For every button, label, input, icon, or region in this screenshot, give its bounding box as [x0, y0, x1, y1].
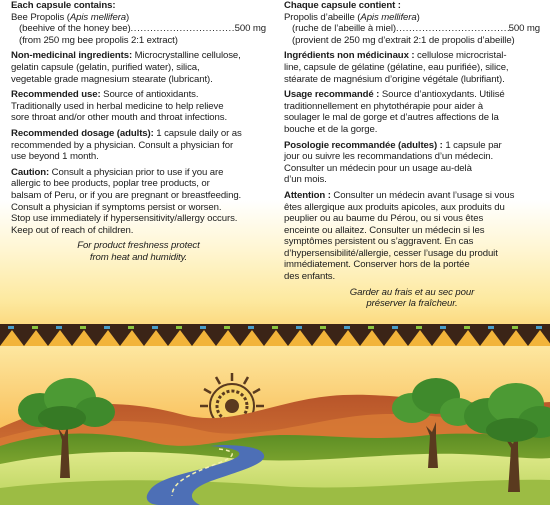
contains-section — [11, 0, 266, 46]
ingredient-line — [284, 12, 540, 24]
caution-text: peuplier ou au baume du Pérou, ou si vous êtes — [284, 213, 484, 225]
english-column — [11, 0, 266, 263]
extract-line: (provient de 250 mg d’extrait 2:1 de propolis d’abeille) — [292, 34, 515, 46]
dosage-text: Consulter un médecin pour un usage au-delà — [284, 162, 472, 174]
use-text: Traditionally used in herbal medicine to help relieve — [11, 100, 224, 112]
ingredient-latin: Apis mellifera — [69, 11, 127, 23]
non-medicinal-section — [284, 50, 540, 85]
use-text: traditionnellement en phytothérapie pour aider à — [284, 100, 483, 112]
dosage-text: jour ou suivre les recommandations d’un médecin. — [284, 151, 494, 163]
non-medicinal-heading: Ingrédients non médicinaux : — [284, 50, 415, 62]
ingredient-close: ) — [126, 11, 130, 23]
non-medicinal-section — [11, 50, 266, 85]
caution-text: Consult a physician prior to use if you are — [49, 166, 224, 178]
ingredient-line — [11, 12, 266, 24]
landscape-illustration — [0, 318, 550, 505]
use-text: Source of antioxidants. — [100, 89, 199, 101]
caution-text: des enfants. — [284, 271, 336, 283]
caution-text: immédiatement. Conserver hors de la portée — [284, 259, 470, 271]
caution-text: allergic to bee products, poplar tree products, or — [11, 178, 210, 190]
non-medicinal-text: line, capsule de gélatine (gélatine, eau purifiée), silice, — [284, 61, 509, 73]
storage-note — [11, 240, 266, 263]
use-text: Source d’antioxydants. Utilisé — [379, 89, 505, 101]
leader-dots — [396, 23, 509, 35]
dosage-section — [284, 140, 540, 186]
storage-note — [284, 287, 540, 310]
caution-text: Stop use immediately if hypersensitivity/allergy occurs. — [11, 213, 238, 225]
extract-line: (from 250 mg bee propolis 2:1 extract) — [19, 34, 178, 46]
dosage-section — [11, 128, 266, 163]
ingredient-source: (ruche de l’abeille à miel) — [292, 23, 396, 35]
caution-text: balsam of Peru, or if you are pregnant or breastfeeding. — [11, 189, 242, 201]
ingredient-latin: Apis mellifera — [360, 11, 417, 23]
non-medicinal-text: cellulose microcristal- — [414, 50, 507, 62]
dosage-heading: Recommended dosage (adults): — [11, 127, 154, 139]
non-medicinal-text: vegetable grade magnesium stearate (lubricant). — [11, 73, 213, 85]
contains-section — [284, 0, 540, 46]
ingredient-name: Propolis d’abeille ( — [284, 11, 361, 23]
use-text: sore throat and/or other mouth and throat infections. — [11, 112, 228, 124]
amount-row — [11, 23, 266, 35]
caution-heading: Caution: — [11, 166, 50, 178]
storage-text: Garder au frais et au sec pour — [349, 286, 475, 298]
ingredient-close: ) — [416, 11, 420, 23]
dosage-heading: Posologie recommandée (adultes) : — [284, 139, 443, 151]
storage-text: from heat and humidity. — [89, 251, 188, 263]
ingredient-name: Bee Propolis ( — [11, 11, 70, 23]
use-heading: Usage recommandé : — [284, 89, 380, 101]
non-medicinal-text: Microcrystalline cellulose, — [132, 50, 241, 62]
caution-text: Consult a physician if symptoms persist or worsen. — [11, 201, 222, 213]
dosage-text: use beyond 1 month. — [11, 151, 99, 163]
dosage-text: recommended by a physician. Consult a physician for — [11, 139, 234, 151]
leader-dots — [131, 23, 235, 35]
dosage-text: d’un mois. — [284, 174, 327, 186]
ingredient-amount: 500 mg — [234, 23, 266, 35]
caution-section — [284, 190, 540, 283]
dosage-text: 1 capsule daily or as — [153, 127, 242, 139]
french-column — [284, 0, 540, 310]
recommended-use-section — [11, 89, 266, 124]
use-heading: Recommended use: — [11, 89, 101, 101]
ingredient-source: (beehive of the honey bee) — [19, 23, 131, 35]
non-medicinal-text: gelatin capsule (gelatin, purified water), silica, — [11, 61, 200, 73]
contains-heading: Chaque capsule contient : — [284, 0, 401, 11]
recommended-use-section — [284, 89, 540, 135]
non-medicinal-text: stéarate de magnésium d’origine végétale (lubrifiant). — [284, 73, 505, 85]
caution-heading: Attention : — [284, 189, 331, 201]
caution-section — [11, 167, 266, 237]
storage-text: préserver la fraîcheur. — [366, 298, 458, 310]
amount-row — [284, 23, 540, 35]
caution-text: êtes allergique aux produits apicoles, aux produits du — [284, 201, 505, 213]
ingredient-amount: 500 mg — [508, 23, 540, 35]
decorative-trim-band — [0, 324, 550, 346]
caution-text: symptômes persistent ou s’aggravent. En cas — [284, 236, 474, 248]
caution-text: d’hypersensibilité/allergie, cesser l’usage du produit — [284, 247, 498, 259]
non-medicinal-heading: Non-medicinal ingredients: — [11, 50, 133, 62]
caution-text: Consulter un médecin avant l’usage si vous — [330, 189, 515, 201]
dosage-text: 1 capsule par — [442, 139, 502, 151]
caution-text: Keep out of reach of children. — [11, 224, 134, 236]
use-text: bouche et de la gorge. — [284, 123, 378, 135]
caution-text: enceinte ou allaitez. Consulter un médecin si les — [284, 224, 485, 236]
use-text: soulager le mal de gorge et d’autres affections de la — [284, 112, 499, 124]
storage-text: For product freshness protect — [77, 240, 200, 252]
contains-heading: Each capsule contains: — [11, 0, 116, 11]
